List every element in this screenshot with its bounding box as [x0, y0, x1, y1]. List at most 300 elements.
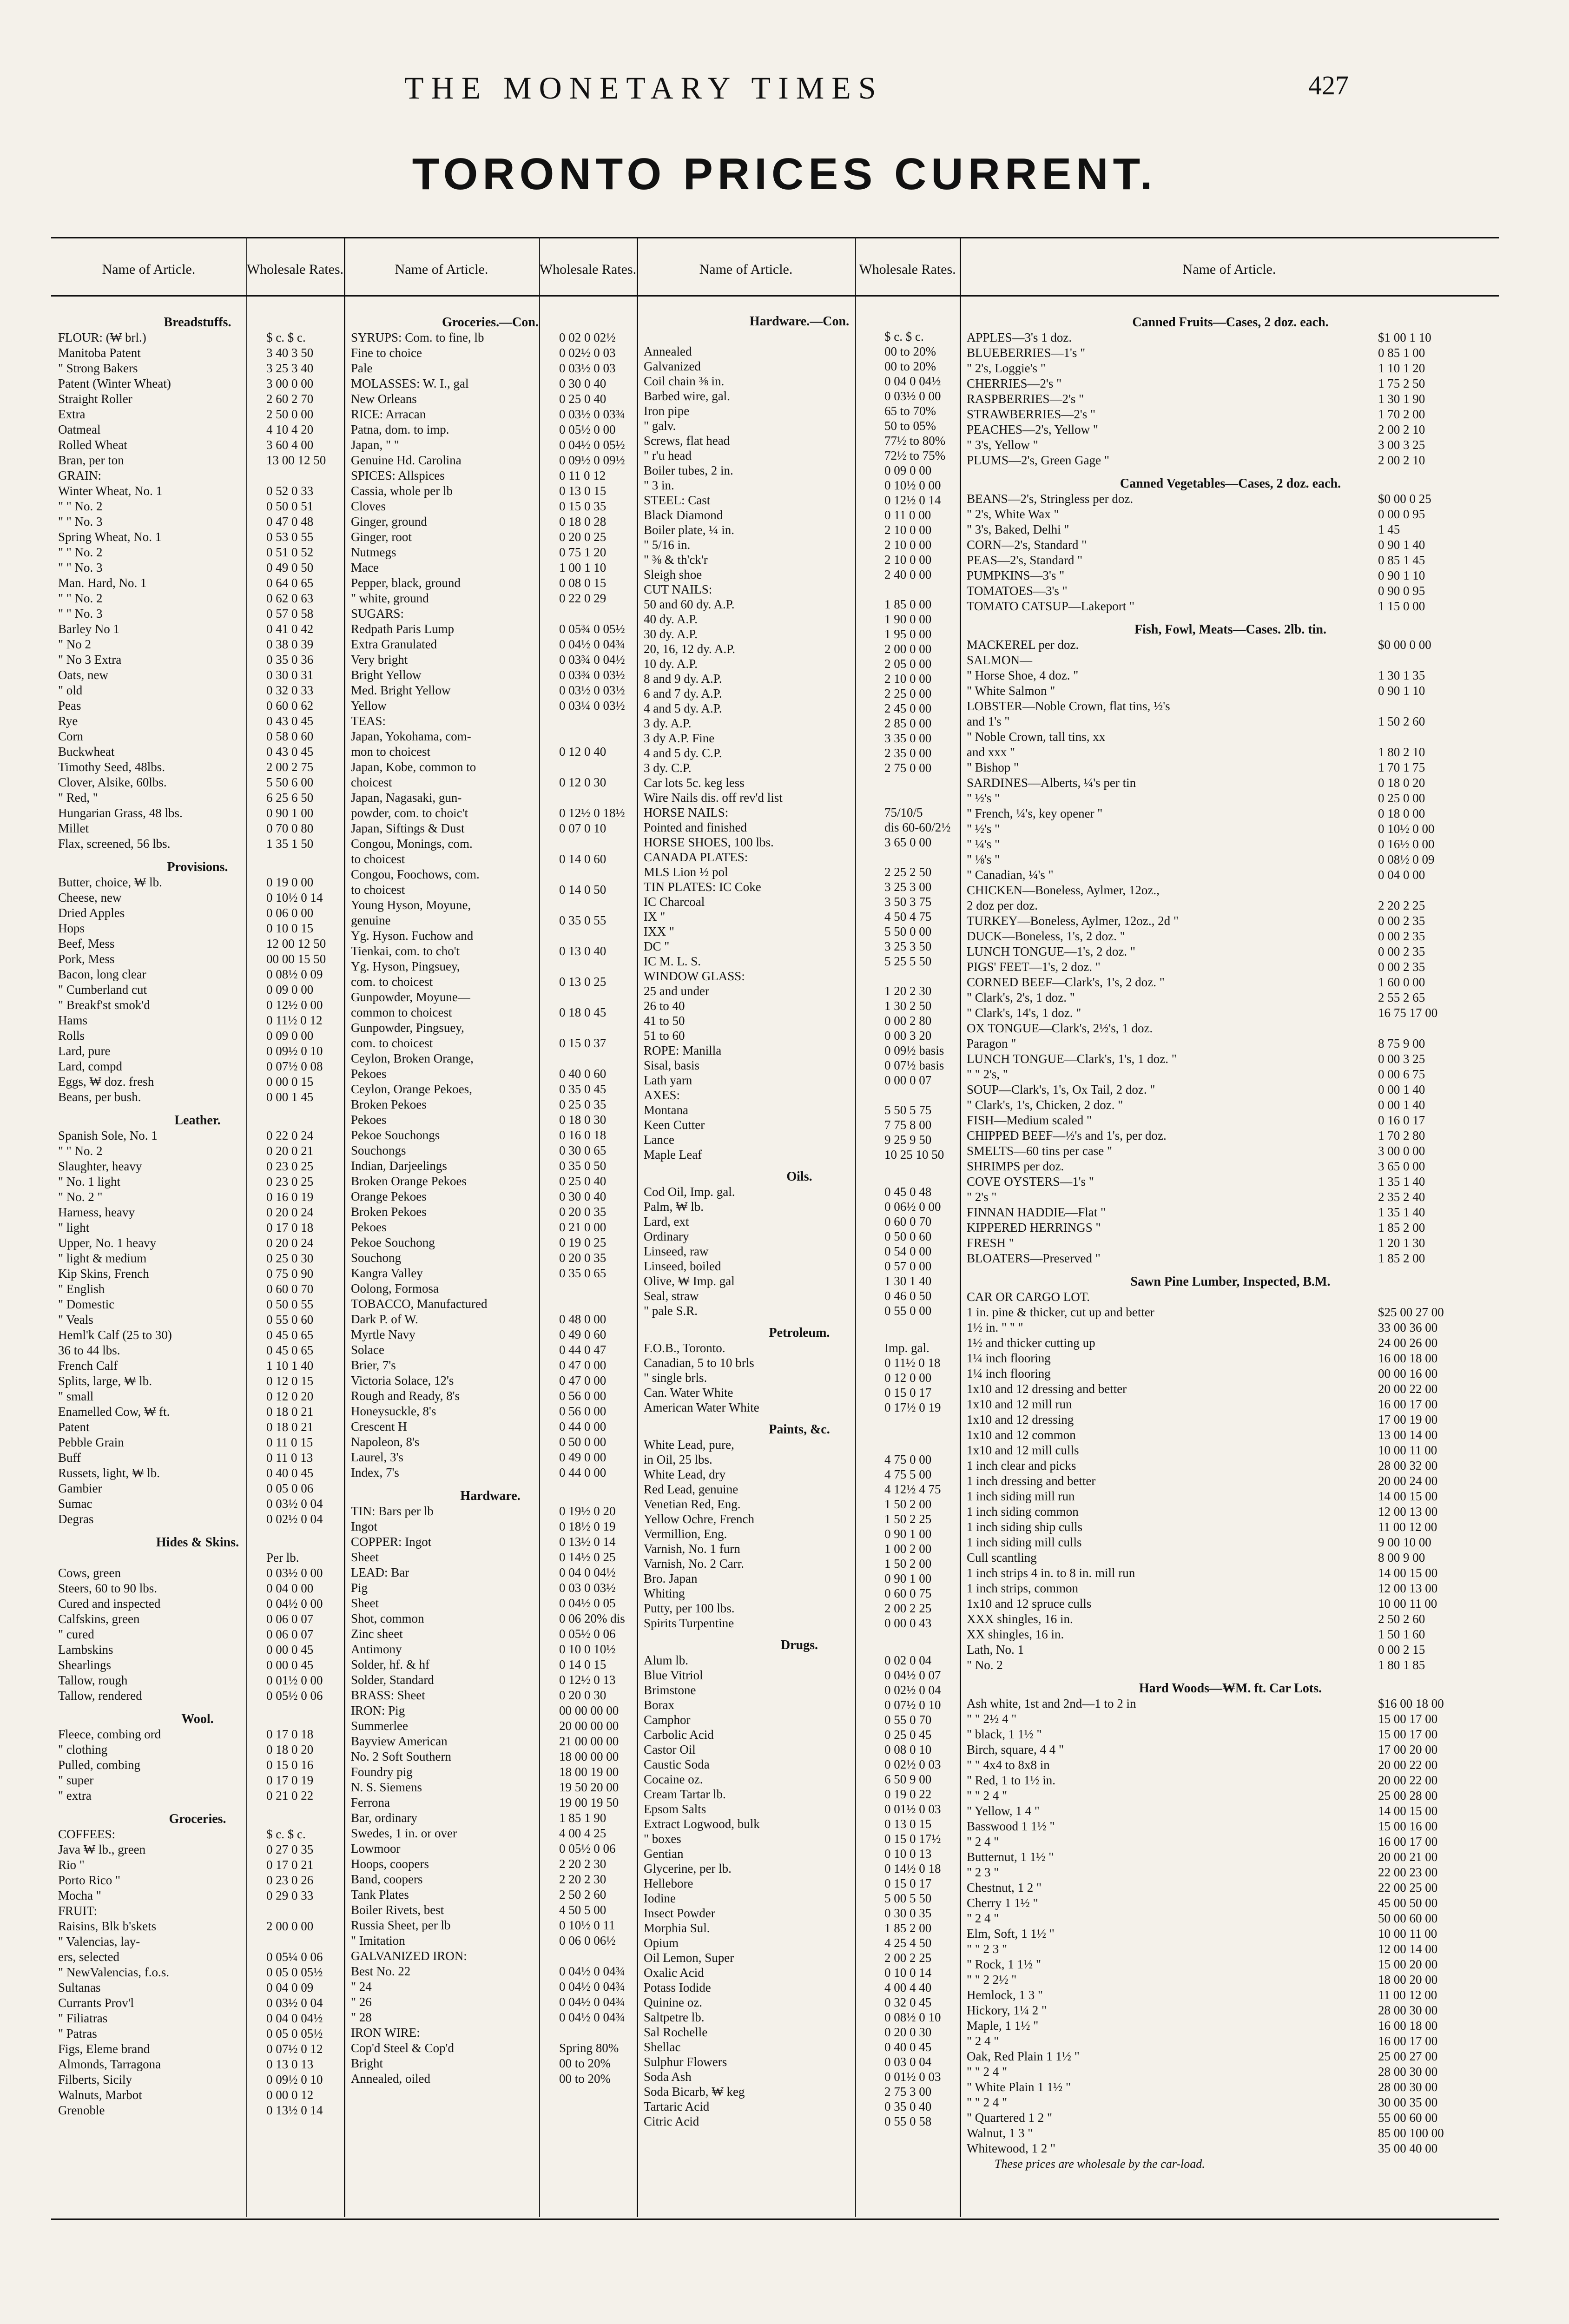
wholesale-rate: 13 00 14 00 [1378, 1428, 1438, 1442]
col2-rates-header: Wholesale Rates. [539, 262, 637, 277]
wholesale-rate: 0 85 1 45 [1378, 553, 1425, 567]
price-row [58, 1450, 337, 1466]
article-name: " single brls. [644, 1371, 707, 1385]
price-row [967, 2003, 1494, 2018]
article-name: Cloves [351, 499, 386, 513]
article-name: " 2's, Loggie's " [967, 361, 1046, 375]
article-name: " No. 2 " [58, 1190, 103, 1204]
wholesale-rate: 15 00 20 00 [1378, 1957, 1438, 1971]
price-row [58, 875, 337, 890]
wholesale-rate: $0 00 0 25 [1378, 492, 1431, 506]
price-row [351, 1066, 630, 1082]
article-name: " Yellow, 1 4 " [967, 1804, 1040, 1818]
article-name: SALMON— [967, 653, 1033, 667]
article-name: SUGARS: [351, 607, 404, 621]
section-title: Canned Fruits—Cases, 2 doz. each. [1132, 315, 1329, 330]
price-row [967, 791, 1494, 806]
article-name: Brier, 7's [351, 1358, 396, 1372]
article-name: 1x10 and 12 dressing [967, 1413, 1074, 1426]
price-row [351, 1296, 630, 1312]
article-name: Flax, screened, 56 lbs. [58, 837, 171, 851]
price-row [351, 376, 630, 391]
article-name: " Imitation [351, 1934, 405, 1948]
article-name: Can. Water White [644, 1386, 733, 1400]
article-name: Sisal, basis [644, 1058, 700, 1072]
wholesale-rate [1375, 883, 1494, 898]
wholesale-rate: 0 10½ 0 14 [266, 891, 323, 905]
article-name: Cured and inspected [58, 1597, 161, 1611]
price-row [58, 1220, 337, 1235]
wholesale-rate [882, 850, 955, 865]
article-name: Peas [58, 699, 81, 713]
price-row [351, 928, 630, 944]
price-row [644, 627, 955, 641]
article-name: American Water White [644, 1400, 759, 1414]
wholesale-rate: 0 03½ 0 03¾ [559, 407, 625, 421]
price-row [58, 1266, 337, 1281]
price-row [351, 1964, 630, 1979]
wholesale-rate: 0 35 0 50 [559, 1159, 607, 1173]
wholesale-rate: 16 00 17 00 [1378, 1835, 1438, 1849]
article-name: " ¼'s " [967, 837, 1000, 851]
article-name: " Valencias, lay- [58, 1934, 140, 1948]
wholesale-rate: 0 02½ 0 04 [884, 1683, 941, 1697]
price-row [644, 2025, 955, 2040]
price-row [351, 759, 630, 775]
article-name: Bright [351, 2056, 383, 2070]
price-row [967, 1174, 1494, 1189]
price-row [967, 683, 1494, 699]
wholesale-rate: 0 12½ 0 13 [559, 1673, 616, 1687]
article-name: Fleece, combing ord [58, 1727, 161, 1741]
article-name: Oil Lemon, Super [644, 1951, 734, 1965]
article-name: 1 inch strips 4 in. to 8 in. mill run [967, 1566, 1135, 1580]
wholesale-rate: 0 00 0 45 [266, 1643, 314, 1657]
wholesale-rate: 1 70 2 80 [1378, 1129, 1425, 1142]
article-name: Foundry pig [351, 1765, 413, 1779]
wholesale-rate: 0 18 0 00 [1378, 806, 1425, 820]
price-row [644, 1043, 955, 1058]
price-row [967, 2018, 1494, 2034]
wholesale-rate: 0 03¾ 0 04½ [559, 653, 625, 667]
price-row [967, 714, 1494, 729]
article-name: Java ₩ lb., green [58, 1842, 146, 1856]
price-row [58, 759, 337, 775]
article-name: Cows, green [58, 1566, 121, 1580]
price-row [967, 1803, 1494, 1819]
wholesale-rate: 2 10 0 00 [884, 672, 932, 686]
price-row [351, 1872, 630, 1887]
wholesale-rate: 0 17 0 21 [266, 1858, 314, 1872]
wholesale-rate: 0 47 0 00 [559, 1373, 607, 1387]
wholesale-rate [1375, 729, 1494, 745]
article-name: Palm, ₩ lb. [644, 1200, 704, 1214]
price-row [967, 806, 1494, 821]
price-row [351, 990, 630, 1005]
article-name: Index, 7's [351, 1466, 399, 1479]
article-name: Fine to choice [351, 346, 422, 360]
price-row [644, 909, 955, 924]
price-row [58, 1043, 337, 1059]
article-name: " super [58, 1773, 94, 1787]
price-row [644, 1013, 955, 1028]
article-name: Ginger, root [351, 530, 412, 544]
article-name: HORSE SHOES, 100 lbs. [644, 835, 774, 849]
price-row [58, 2026, 337, 2041]
price-row [351, 1327, 630, 1342]
wholesale-rate: 0 20 0 24 [266, 1205, 314, 1219]
section-heading [967, 614, 1494, 637]
price-row [967, 1849, 1494, 1865]
wholesale-rate: 6 50 9 00 [884, 1772, 932, 1786]
wholesale-rate: 2 00 2 25 [884, 1951, 932, 1965]
price-row [58, 1611, 337, 1627]
price-row [58, 1565, 337, 1581]
price-row [644, 984, 955, 998]
article-name: LOBSTER—Noble Crown, flat tins, ½'s [967, 699, 1170, 713]
article-name: 4 and 5 dy. A.P. [644, 701, 722, 715]
wholesale-rate: 15 00 17 00 [1378, 1727, 1438, 1741]
wholesale-rate: 0 29 0 33 [266, 1888, 314, 1902]
wholesale-rate: 0 00 0 12 [266, 2088, 314, 2102]
price-row [351, 560, 630, 575]
price-row [58, 1373, 337, 1389]
article-name: FINNAN HADDIE—Flat " [967, 1205, 1106, 1219]
article-name: Camphor [644, 1713, 691, 1727]
section-title: Wool. [181, 1712, 214, 1726]
article-name: 1x10 and 12 spruce culls [967, 1597, 1092, 1611]
price-row [58, 1727, 337, 1742]
article-name: PEACHES—2's, Yellow " [967, 423, 1098, 436]
price-row [58, 667, 337, 683]
price-row [967, 1205, 1494, 1220]
article-name: Lowmoor [351, 1842, 401, 1855]
article-name: 25 and under [644, 984, 709, 998]
wholesale-rate: 0 14 0 50 [559, 883, 607, 897]
price-row [967, 1773, 1494, 1788]
wholesale-rate: 3 25 3 00 [884, 880, 932, 894]
article-name: STRAWBERRIES—2's " [967, 407, 1096, 421]
price-row [351, 468, 630, 483]
price-row [351, 1780, 630, 1795]
wholesale-rate: 0 45 0 65 [266, 1343, 314, 1357]
article-name: 1 inch siding mill run [967, 1489, 1075, 1503]
article-name: Bayview American [351, 1734, 448, 1748]
article-name: White Lead, dry [644, 1467, 726, 1481]
price-row [58, 483, 337, 499]
wholesale-rate: 0 90 1 10 [1378, 684, 1425, 698]
price-row [644, 1028, 955, 1043]
page-number: 427 [1308, 70, 1349, 100]
wholesale-rate: 0 75 1 20 [559, 545, 607, 559]
article-name: " Noble Crown, tall tins, xx [967, 730, 1106, 744]
price-row [351, 422, 630, 437]
wholesale-rate [556, 1020, 630, 1036]
price-row [967, 1143, 1494, 1159]
wholesale-rate: 0 07½ 0 08 [266, 1059, 323, 1073]
price-row [967, 1005, 1494, 1021]
price-row [967, 361, 1494, 376]
price-row [967, 1128, 1494, 1143]
price-row [351, 729, 630, 744]
wholesale-rate: 0 18 0 21 [266, 1405, 314, 1419]
article-name: Glycerine, per lb. [644, 1862, 732, 1875]
wholesale-rate: 11 00 12 00 [1378, 1988, 1437, 2002]
price-row [967, 1642, 1494, 1657]
wholesale-rate: 0 08½ 0 09 [1378, 852, 1435, 866]
article-name: 36 to 44 lbs. [58, 1343, 120, 1357]
article-name: PIGS' FEET—1's, 2 doz. " [967, 960, 1101, 974]
article-name: PEAS—2's, Standard " [967, 553, 1083, 567]
article-name: Sheet [351, 1550, 379, 1564]
price-row [644, 1058, 955, 1073]
article-name: 1x10 and 12 mill run [967, 1397, 1072, 1411]
article-name: Opium [644, 1936, 679, 1950]
article-name: " 2's " [967, 1190, 997, 1204]
wholesale-rate: 0 03½ 0 00 [266, 1566, 323, 1580]
wholesale-rate: 0 25 0 40 [559, 1174, 607, 1188]
article-name: Annealed [644, 344, 692, 358]
section-heading [967, 1673, 1494, 1696]
price-row [967, 898, 1494, 913]
price-row [351, 1948, 630, 1964]
section-title: Groceries.—Con. [442, 315, 539, 330]
price-row [351, 1128, 630, 1143]
wholesale-rate: 2 75 0 00 [884, 761, 932, 775]
price-row [967, 1788, 1494, 1803]
wholesale-rate [556, 898, 630, 913]
price-row [644, 731, 955, 746]
wholesale-rate: 19 50 20 00 [559, 1780, 619, 1794]
price-row [58, 921, 337, 936]
article-name: Oolong, Formosa [351, 1281, 439, 1295]
wholesale-rate: 20 00 00 00 [559, 1719, 619, 1733]
article-name: 2 doz per doz. [967, 898, 1038, 912]
article-name: Solder, hf. & hf [351, 1657, 430, 1671]
price-row [351, 1672, 630, 1688]
article-name: Lance [644, 1133, 674, 1147]
price-row [644, 1571, 955, 1586]
article-name: 6 and 7 dy. A.P. [644, 687, 722, 700]
price-row [644, 418, 955, 433]
wholesale-rate: 0 12½ 0 00 [266, 998, 323, 1012]
wholesale-rate: 0 90 1 00 [884, 1571, 932, 1585]
article-name: Beef, Mess [58, 937, 115, 951]
price-row [644, 671, 955, 686]
article-name: Orange Pekoes [351, 1189, 427, 1203]
wholesale-rate: 0 21 0 22 [266, 1789, 314, 1802]
wholesale-rate: 3 40 3 50 [266, 346, 314, 360]
article-name: Clover, Alsike, 60lbs. [58, 775, 167, 789]
article-name: LEAD: Bar [351, 1565, 409, 1579]
article-name: " Cumberland cut [58, 983, 147, 997]
wholesale-rate: 0 14½ 0 18 [884, 1862, 941, 1875]
price-row [58, 982, 337, 997]
article-name: Ingot [351, 1519, 377, 1533]
price-row [58, 790, 337, 805]
price-row [644, 820, 955, 835]
section-title: Oils. [786, 1169, 812, 1184]
wholesale-rate: 28 00 30 00 [1378, 2065, 1438, 2079]
price-row [351, 1550, 630, 1565]
price-row [351, 775, 630, 790]
price-row [967, 1535, 1494, 1550]
wholesale-rate: 0 25 0 40 [559, 392, 607, 406]
wholesale-rate: 0 58 0 60 [266, 729, 314, 743]
article-name: LUNCH TONGUE—Clark's, 1's, 1 doz. " [967, 1052, 1177, 1066]
article-name: Japan, Siftings & Dust [351, 821, 465, 835]
article-name: " black, 1 1½ " [967, 1727, 1042, 1741]
article-name: Summerlee [351, 1719, 408, 1733]
article-name: Iodine [644, 1891, 676, 1905]
article-name: 1x10 and 12 mill culls [967, 1443, 1079, 1457]
article-name: " " No. 2 [58, 591, 103, 605]
wholesale-rate: 12 00 13 00 [1378, 1505, 1438, 1519]
wholesale-rate: 0 05 0 05½ [266, 1965, 323, 1979]
wholesale-rate: 3 35 0 00 [884, 731, 932, 745]
article-name: COPPER: Ingot [351, 1535, 432, 1549]
wholesale-rate: 1 85 0 00 [884, 597, 932, 611]
price-row [967, 913, 1494, 929]
price-row [58, 545, 337, 560]
wholesale-rate: 0 49 0 60 [559, 1327, 607, 1341]
article-name: " extra [58, 1789, 92, 1802]
price-row [644, 1980, 955, 1995]
article-name: Broken Pekoes [351, 1205, 427, 1219]
wholesale-rate: 2 50 0 00 [266, 407, 314, 421]
section-title: Hides & Skins. [156, 1535, 239, 1550]
wholesale-rate: 28 00 30 00 [1378, 2080, 1438, 2094]
article-name: Boiler Rivets, best [351, 1903, 444, 1917]
price-row [58, 1512, 337, 1527]
article-name: Walnut, 1 3 " [967, 2126, 1033, 2140]
price-row [351, 1189, 630, 1204]
wholesale-rate: $25 00 27 00 [1378, 1305, 1444, 1319]
article-name: Figs, Eleme brand [58, 2042, 150, 2056]
price-row [351, 805, 630, 821]
price-row [644, 359, 955, 374]
wholesale-rate: 0 15 0 35 [559, 499, 607, 513]
price-row [351, 2071, 630, 2086]
price-row [967, 1757, 1494, 1773]
wholesale-rate: 0 00 0 45 [266, 1658, 314, 1672]
wholesale-rate: 0 41 0 42 [266, 622, 314, 636]
wholesale-rate: 11 00 12 00 [1378, 1520, 1437, 1534]
wholesale-rate: 0 00 2 35 [1378, 914, 1425, 928]
wholesale-rate: 1 80 2 10 [1378, 745, 1425, 759]
wholesale-rate: 0 90 1 10 [1378, 568, 1425, 582]
article-name: Very bright [351, 653, 408, 667]
price-row [644, 1906, 955, 1921]
price-row [644, 1467, 955, 1482]
price-row [351, 1220, 630, 1235]
price-row [644, 463, 955, 478]
section-heading [58, 852, 337, 875]
wholesale-rate: 0 09½ basis [884, 1043, 944, 1057]
article-name: SMELTS—60 tins per case " [967, 1144, 1113, 1158]
price-row [351, 621, 630, 637]
wholesale-rate: 0 30 0 65 [559, 1143, 607, 1157]
price-row [967, 1611, 1494, 1627]
section-heading [967, 307, 1494, 330]
section-heading [644, 1631, 955, 1653]
price-row [644, 805, 955, 820]
article-name: Car lots 5c. keg less [644, 776, 745, 790]
article-name: CANADA PLATES: [644, 850, 748, 864]
price-row [58, 1059, 337, 1074]
price-row [644, 1995, 955, 2010]
wholesale-rate: 77½ to 80% [884, 434, 946, 448]
price-row [58, 967, 337, 982]
price-row [644, 790, 955, 805]
price-row [967, 2126, 1494, 2141]
article-name: Mace [351, 561, 379, 574]
price-row [644, 1787, 955, 1802]
wholesale-rate: 33 00 36 00 [1378, 1320, 1438, 1334]
article-name: OX TONGUE—Clark's, 2½'s, 1 doz. [967, 1021, 1153, 1035]
price-row [644, 1214, 955, 1229]
article-name: FISH—Medium scaled " [967, 1113, 1092, 1127]
wholesale-rate [556, 836, 630, 852]
wholesale-rate: 1 90 0 00 [884, 612, 932, 626]
price-row [58, 775, 337, 790]
wholesale-rate: 0 48 0 00 [559, 1312, 607, 1326]
price-row [351, 1450, 630, 1465]
article-name: " Canadian, ¼'s " [967, 868, 1054, 882]
wholesale-rate: 0 00 2 80 [884, 1014, 932, 1028]
wholesale-rate: $ c. $ c. [884, 330, 924, 343]
price-row [351, 1082, 630, 1097]
article-name: Pekoes [351, 1113, 387, 1127]
wholesale-rate: 0 50 0 60 [884, 1229, 932, 1243]
article-name: Soda Bicarb, ₩ keg [644, 2085, 745, 2099]
price-row [351, 1266, 630, 1281]
wholesale-rate: 0 56 0 00 [559, 1389, 607, 1403]
article-name: Indian, Darjeelings [351, 1159, 447, 1173]
article-name: 1 in. pine & thicker, cut up and better [967, 1305, 1154, 1319]
article-name: " Horse Shoe, 4 doz. " [967, 668, 1079, 682]
article-name: Sheet [351, 1596, 379, 1610]
price-row [967, 2095, 1494, 2110]
price-row [58, 744, 337, 759]
article-name: Filberts, Sicily [58, 2073, 132, 2086]
price-row [644, 1921, 955, 1935]
article-name: " Domestic [58, 1297, 115, 1311]
wholesale-rate: 72½ to 75% [884, 449, 946, 462]
price-row [58, 1404, 337, 1419]
wholesale-rate: 0 06 0 06½ [559, 1934, 616, 1948]
article-name: Varnish, No. 2 Carr. [644, 1557, 744, 1571]
article-name: Cod Oil, Imp. gal. [644, 1185, 735, 1199]
price-row [967, 668, 1494, 683]
article-name: Vermillion, Eng. [644, 1527, 727, 1541]
wholesale-rate: 55 00 60 00 [1378, 2111, 1438, 2125]
price-row [58, 1435, 337, 1450]
article-name: Splits, large, ₩ lb. [58, 1374, 152, 1388]
wholesale-rate: 0 60 0 70 [266, 1282, 314, 1296]
wholesale-rate: 0 49 0 50 [266, 561, 314, 574]
wholesale-rate: 0 10½ 0 00 [1378, 822, 1435, 836]
price-row [351, 944, 630, 959]
wholesale-rate [556, 713, 630, 729]
price-row [967, 1473, 1494, 1489]
wholesale-rate: 0 05½ 0 06 [266, 1689, 323, 1703]
wholesale-rate: 0 19 0 00 [266, 875, 314, 889]
article-name: " Veals [58, 1313, 93, 1327]
wholesale-rate: 6 25 6 50 [266, 791, 314, 805]
article-name: AXES: [644, 1088, 680, 1102]
price-row [644, 1088, 955, 1103]
